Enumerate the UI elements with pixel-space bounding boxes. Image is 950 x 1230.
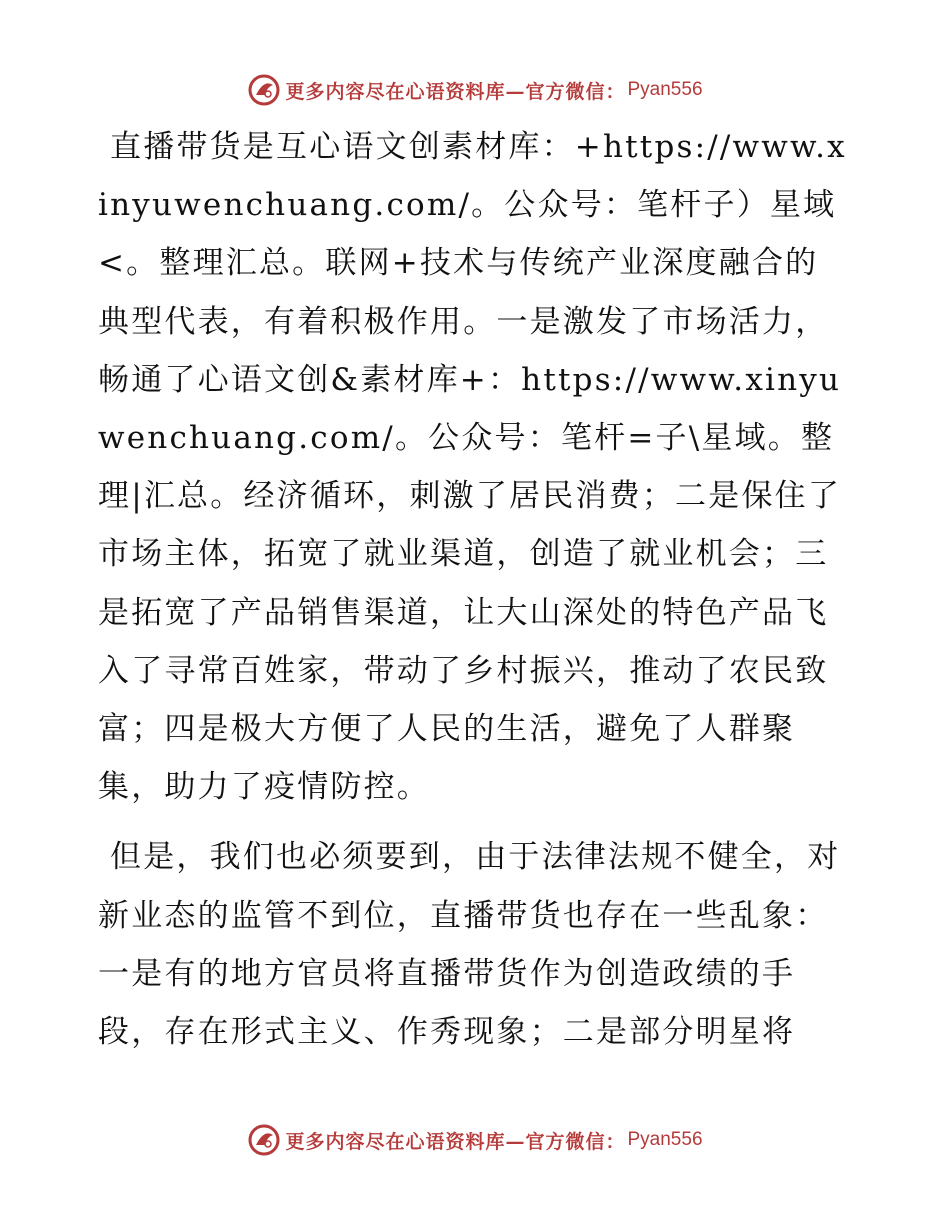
document-body <box>98 118 850 1061</box>
brand-logo-icon <box>247 73 281 107</box>
footer-watermark <box>0 1120 950 1160</box>
header-watermark <box>0 70 950 110</box>
watermark-text: 更多内容尽在心语资料库—官方微信： <box>285 80 626 103</box>
paragraph-1: 直播带货是互心语文创素材库：+https://www.xinyuwenchuang.com/。公众号：笔杆子）星域<。整理汇总。联网+技术与传统产业深度融合的典型代表，有着积极作用。一是激发了市场活力，畅通了心语文创&素材库+：https://www.xinyuwenchuang.com/。公众号：笔杆=子\星域。整理|汇总。经济循环，刺激了居民消费；二是保住了市场主体，拓宽了就业渠道，创造了就业机会；三是拓宽了产品销售渠道，让大山深处的特色产品飞入了寻常百姓家，带动了乡村振兴，推动了农民致富；四是极大方便了人民的生活，避免了人群聚集，助力了疫情防控。 <box>98 129 847 806</box>
watermark-wechat-id: Pyan556 <box>627 1129 703 1150</box>
paragraph-2: 但是，我们也必须要到，由于法律法规不健全，对新业态的监管不到位，直播带货也存在一些乱象：一是有的地方官员将直播带货作为创造政绩的手段，存在形式主义、作秀现象；二是部分明星将 <box>98 839 841 1051</box>
watermark-text: 更多内容尽在心语资料库—官方微信： <box>285 1130 626 1153</box>
watermark-wechat-id: Pyan556 <box>627 79 703 100</box>
brand-logo-icon <box>247 1123 281 1157</box>
